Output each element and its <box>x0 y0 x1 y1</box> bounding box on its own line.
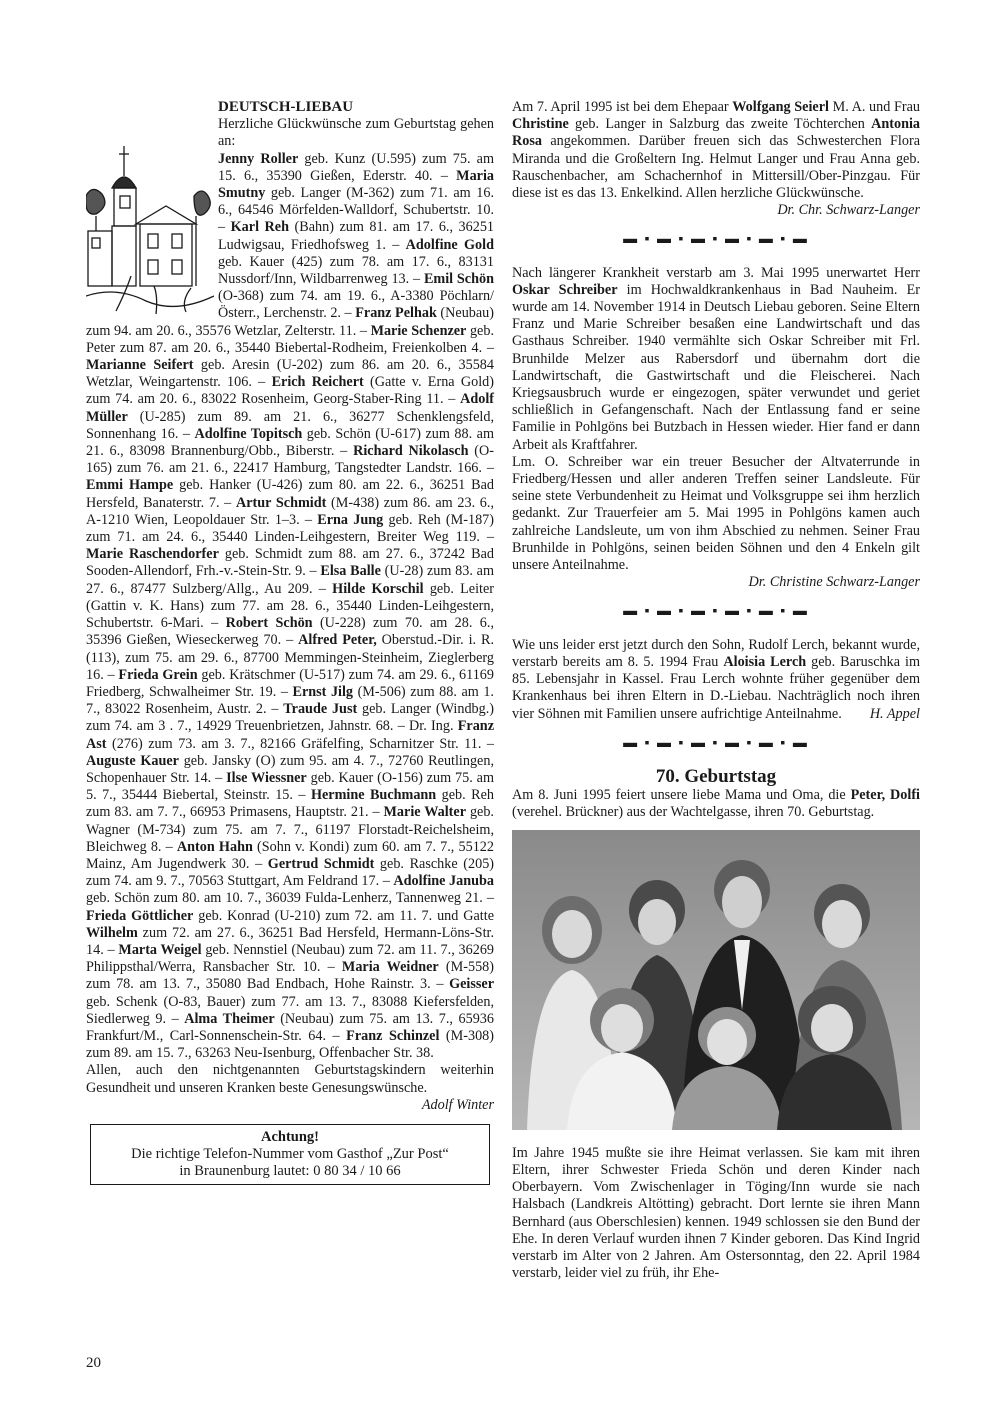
birthday-details: (Gatte v. Erna Gold) zum 74. am 20. 6., 83022 Rosenheim, Georg-Staber-Ring 11. – <box>86 374 494 408</box>
birthday-details: geb. Hanker (U-426) zum 80. am 22. 6., 36251 Bad Hersfeld, Banaterstr. 7. – <box>86 477 494 511</box>
birthday-details: geb. Langer (Windbg.) zum 74. am 3 . 7., 14929 Treuenbrietzen, Jahnstr. 68. – Dr. Ing. <box>86 701 495 735</box>
birthday-details: (M-506) zum 88. am 1. 7., 83022 Rosenheim, Austr. 2. – <box>86 683 494 718</box>
birthday-details: (Bahn) zum 81. am 17. 6., 36251 Ludwigsau, Friedhofsweg 1. – <box>218 219 495 253</box>
birthday-name: Franz Ast <box>86 718 494 752</box>
birthday-details: (U-28) zum 83. am 27. 6., 87477 Sulzberg/Allg., Au 209. – <box>86 563 494 597</box>
birthday-name: Alfred Peter, <box>298 632 377 649</box>
birthday-details: (M-438) zum 86. am 23. 6., A-1210 Wien, Leopoldauer Str. 1–3. – <box>86 494 494 528</box>
birthday-details: geb. Reh (M-187) zum 71. am 24. 6., 35440 Linden-Leihgestern, Breiter Weg 119. – <box>86 511 494 546</box>
birthday-name: Emmi Hampe <box>86 477 174 494</box>
biography-text: Im Jahre 1945 mußte sie ihre Heimat verlassen. Sie kam mit ihren Eltern, ihrer Schwester Frieda Schön und deren Kinder nach Oberbayern. Vom Zwischenlager in Töging/Inn wurde sie nach Halsbach (Landkreis Altötting) gebracht. Dort lernte sie ihren Mann Bernhard (aus Oberschlesien) kennen. 1949 schlossen sie den Bund der Ehe. In deren Verlauf wurden ihnen 7 Kinder geboren. Das Kind Ingrid verstarb im Alter von 2 Jahren. Am Ostersonntag, den 22. April 1984 verstarb, leider viel zu früh, ihr Ehe- <box>512 1144 920 1282</box>
birthday-name: Robert Schön <box>225 615 313 632</box>
birthday-details: zum 72. am 27. 6., 36251 Bad Hersfeld, Hermann-Löns-Str. 14. – <box>86 924 494 958</box>
obituary-lerch: Wie uns leider erst jetzt durch den Sohn, Rudolf Lerch, bekannt wurde, verstarb bereits am 8. 5. 1994 Frau Aloisia Lerch geb. Baruschka im 85. Lebensjahr in Kassel. Frau Lerch wohnte früher gegenüber dem Krankenhaus bei ihren Eltern in D.-Liebau. Nachträglich noch ihren vier Söhnen mit Familien unsere aufrichtige Anteilnahme. H. Appel <box>512 636 920 722</box>
birthday-details: geb. Kauer (O-156) zum 75. am 5. 7., 35444 Biebertal, Steinstr. 15. – <box>86 769 494 804</box>
birthday-name: Marie Raschendorfer <box>86 546 219 563</box>
birthday-name: Frieda Grein <box>118 666 198 683</box>
closing-text: Allen, auch den nichtgenannten Geburtstagskindern weiterhin Gesundheit und unseren Kranken beste Genesungswünsche. <box>86 1062 494 1096</box>
birthday-name: Jenny Roller <box>218 150 299 167</box>
birthday-name: Anton Hahn <box>176 838 253 855</box>
birthday-details: geb. Leiter (Gattin v. K. Hans) zum 77. am 28. 6., 35440 Linden-Leihgestern, Schubertstr. 6-Mari. – <box>86 580 494 632</box>
birthday-details: (Neubau) zum 94. am 20. 6., 35576 Wetzlar, Zelterstr. 11. – <box>86 305 494 339</box>
birthday-details: geb. Nennstiel (Neubau) zum 72. am 11. 7., 36269 Philippsthal/Werra, Ransbacher Str. 10. – <box>86 941 495 976</box>
birthday-details: (U-228) zum 70. am 28. 6., 35396 Gießen, Wieseckerweg 70. – <box>86 615 494 649</box>
birthday-name: Alma Theimer <box>184 1010 275 1027</box>
birthday-name: Adolf Müller <box>86 391 494 425</box>
birthday-name: Hermine Buchmann <box>310 787 437 804</box>
birthday-details: geb. Langer (M-362) zum 71. am 16. 6., 64546 Mörfelden-Walldorf, Schubertstr. 10. – <box>218 185 494 236</box>
birthday-name: Karl Reh <box>230 219 289 236</box>
birthday-name: Marta Weigel <box>118 941 202 958</box>
birthday-details: geb. Kauer (425) zum 78. am 17. 6., 83131 Nussdorf/Inn, Wildbarrenweg 13. – <box>218 253 494 288</box>
divider: ▬ ▪ ▬ ▪ ▬ ▪ ▬ ▪ ▬ ▪ ▬ <box>623 735 809 751</box>
birthday-name: Wilhelm <box>86 924 138 941</box>
church-illustration <box>86 136 214 316</box>
birthday-name: Marie Schenzer <box>370 322 467 339</box>
birthday-details: Oberstud.-Dir. i. R. (113), zum 75. am 29. 6., 87700 Memmingen-Steinheim, Zieglerberg 16. – <box>86 632 494 683</box>
birthday-name: Artur Schmidt <box>235 494 327 511</box>
birthday-details: (O-368) zum 74. am 19. 6., A-3380 Pöchlarn/Österr., Lerchenstr. 2. – <box>218 288 494 322</box>
birthday-details: geb. Reh zum 83. am 7. 7., 66953 Primasens, Hauptstr. 21. – <box>86 787 494 821</box>
birthday-notice: Am 8. Juni 1995 feiert unsere liebe Mama und Oma, die Peter, Dolfi (verehel. Brückner) aus der Wachtelgasse, ihren 70. Geburtstag. <box>512 787 920 821</box>
birthday-details: geb. Jansky (O) zum 95. am 4. 7., 72760 Reutlingen, Schopenhauer Str. 14. – <box>86 752 494 786</box>
birthday-details: geb. Schmidt zum 88. am 27. 6., 37242 Bad Sooden-Allendorf, Frh.-v.-Stein-Str. 9. – <box>86 546 494 580</box>
birthday-details: geb. Schön (U-617) zum 88. am 21. 6., 83098 Brannenburg/Obb., Biberstr. – <box>86 425 494 460</box>
birthday-name: Maria Weidner <box>341 959 439 976</box>
obituary-schreiber: Nach längerer Krankheit verstarb am 3. Mai 1995 unerwartet Herr Oskar Schreiber im Hochwaldkrankenhaus in Bad Nauheim. Er wurde am 14. November 1914 in Deutsch Liebau geboren. Seine Eltern Franz und Marie Schreiber besaßen eine Landwirtschaft und das Gasthaus Schreiber. 1940 vermählte sich Oskar Schreiber mit Frl. Brunhilde Melzer aus Rabersdorf und übernahm dort die Landwirtschaft, die Gastwirtschaft und die Fleischerei. Nach Kriegsausbruch wurde er eingezogen, später verwundet und geriet schließlich in Gefangenschaft. Nach der Entlassung fand er seine Familie in Pohlgöns bei Butzbach in Hessen wieder. Hier fand er dann Arbeit als Kraftfahrer. <box>512 264 920 453</box>
section-title: DEUTSCH-LIEBAU <box>218 99 354 115</box>
birthday-details: (M-558) zum 78. am 13. 7., 35080 Bad Endbach, Hohe Rainstr. 3. – <box>86 959 494 993</box>
birthday-name: Richard Nikolasch <box>353 443 469 460</box>
birthday-details: geb. Raschke (205) zum 74. am 9. 7., 70563 Stuttgart, Am Feldrand 17. – <box>86 855 495 890</box>
birthday-name: Marianne Seifert <box>86 357 194 374</box>
birthday-details: geb. Aresin (U-202) zum 86. am 20. 6., 35584 Wetzlar, Weingartenstr. 106. – <box>86 357 494 391</box>
birthday-details: geb. Schön zum 80. am 10. 7., 36039 Fulda-Lenherz, Tannenweg 21. – <box>86 890 494 907</box>
divider: ▬ ▪ ▬ ▪ ▬ ▪ ▬ ▪ ▬ ▪ ▬ <box>623 232 809 248</box>
notice-box <box>90 1124 490 1185</box>
birthday-name: Emil Schön <box>423 271 494 288</box>
signature-winter: Adolf Winter <box>421 1096 494 1113</box>
birthday-name: Geisser <box>449 976 494 993</box>
greeting-intro: Herzliche Glückwünsche zum Geburtstag gehen an: <box>218 116 494 150</box>
birthday-heading: 70. Geburtstag <box>655 765 777 787</box>
signature-schwarz-2: Dr. Christine Schwarz-Langer <box>748 574 920 591</box>
obituary-schreiber-2: Lm. O. Schreiber war ein treuer Besucher der Altvaterrunde in Friedberg/Hessen und aller anderen Treffen seiner Landsleute. Für seine stete Verbundenheit zu Heimat und Volksgruppe sei ihm herzlich gedankt. Zur Trauerfeier am 5. Mai 1995 in Pohlgöns kamen auch zahlreiche Landsleute, um von ihm Abschied zu nehmen. Seiner Frau Brunhilde in Pohlgöns, seinen beiden Söhnen und den 4 Enkeln gilt unsere Anteilnahme. <box>512 453 920 574</box>
signature-schwarz-1: Dr. Chr. Schwarz-Langer <box>777 202 920 219</box>
birthday-name: Frieda Göttlicher <box>86 907 194 924</box>
birthday-name: Franz Schinzel <box>346 1027 440 1044</box>
birthday-details: geb. Krätschmer (U-517) zum 74. am 29. 6., 61169 Friedberg, Schwalheimer Str. 19. – <box>86 666 494 700</box>
birthday-name: Adolfine Januba <box>393 873 494 890</box>
birthday-name: Maria Smutny <box>218 167 494 202</box>
birthday-details: (O-165) zum 76. am 21. 6., 22417 Hamburg, Tangstedter Landstr. 166. – <box>86 443 494 477</box>
birthday-details: (276) zum 73. am 3. 7., 82166 Gräfelfing, Scharnitzer Str. 11. – <box>106 735 494 752</box>
birthday-details: geb. Konrad (U-210) zum 72. am 11. 7. und Gatte <box>193 907 494 924</box>
birthday-name: Gertrud Schmidt <box>267 855 375 872</box>
birthday-name: Ilse Wiessner <box>226 769 307 786</box>
birthday-name: Hilde Korschil <box>332 580 424 597</box>
right-column <box>512 99 920 1282</box>
birthday-details: geb. Schenk (O-83, Bauer) zum 77. am 13. 7., 83088 Kiefersfelden, Siedlerweg 9. – <box>86 993 494 1027</box>
birthday-details: (M-308) zum 89. am 15. 7., 63263 Neu-Isenburg, Offenbacher Str. 38. <box>86 1027 494 1062</box>
divider: ▬ ▪ ▬ ▪ ▬ ▪ ▬ ▪ ▬ ▪ ▬ <box>623 604 809 620</box>
birthday-details: (Sohn v. Kondi) zum 60. am 7. 7., 55122 Mainz, Am Jugendwerk 30. – <box>86 838 494 872</box>
birthday-name: Auguste Kauer <box>86 752 179 769</box>
birthday-name: Erna Jung <box>317 511 384 528</box>
birthday-name: Erich Reichert <box>271 374 364 391</box>
notice-line-2: in Braunenburg lautet: 0 80 34 / 10 66 <box>179 1162 401 1179</box>
birthday-details: (U-285) zum 89. am 21. 6., 36277 Schenklengsfeld, Sonnenhang 16. – <box>86 408 494 442</box>
birthday-details: geb. Peter zum 87. am 20. 6., 35440 Biebertal-Rodheim, Freienkolben 4. – <box>86 322 494 356</box>
left-column <box>86 99 494 1185</box>
birthday-name: Traude Just <box>283 701 358 718</box>
birthday-name: Elsa Balle <box>320 563 381 580</box>
notice-line-1: Die richtige Telefon-Nummer vom Gasthof „Zur Post“ <box>131 1145 449 1162</box>
birthday-name: Ernst Jilg <box>292 683 354 700</box>
birth-announcement: Am 7. April 1995 ist bei dem Ehepaar Wolfgang Seierl M. A. und Frau Christine geb. Langer in Salzburg das zweite Töchterchen Antonia Rosa angekommen. Darüber freuen sich das Schwesterchen Flora Miranda und die Großeltern Ing. Helmut Langer und Frau Anna geb. Rauschenbacher, am Schachernhof in Mittersill/Ober-Pinzgau. Für diese ist es das 13. Enkelkind. Allen herzliche Glückwünsche. Dr. Chr. Schwarz-Langer <box>512 99 920 219</box>
birthday-details: geb. Wagner (M-734) zum 75. am 7. 7., 61197 Florstadt-Reichelsheim, Bleichweg 8. – <box>86 804 494 855</box>
birthday-name: Marie Walter <box>383 804 466 821</box>
birthday-name: Adolfine Gold <box>405 236 494 253</box>
notice-title: Achtung! <box>260 1128 319 1145</box>
birthday-name: Franz Pelhak <box>355 305 437 322</box>
birthday-details: geb. Kunz (U.595) zum 75. am 15. 6., 35390 Gießen, Ederstr. 40. – <box>218 150 494 184</box>
birthday-name: Adolfine Topitsch <box>194 425 303 442</box>
page-number: 20 <box>86 1355 101 1371</box>
signature-appel: H. Appel <box>869 705 920 722</box>
family-photo <box>512 830 920 1130</box>
birthday-details: (Neubau) zum 75. am 13. 7., 65936 Frankfurt/M., Carl-Sonnenschein-Str. 64. – <box>86 1010 494 1044</box>
